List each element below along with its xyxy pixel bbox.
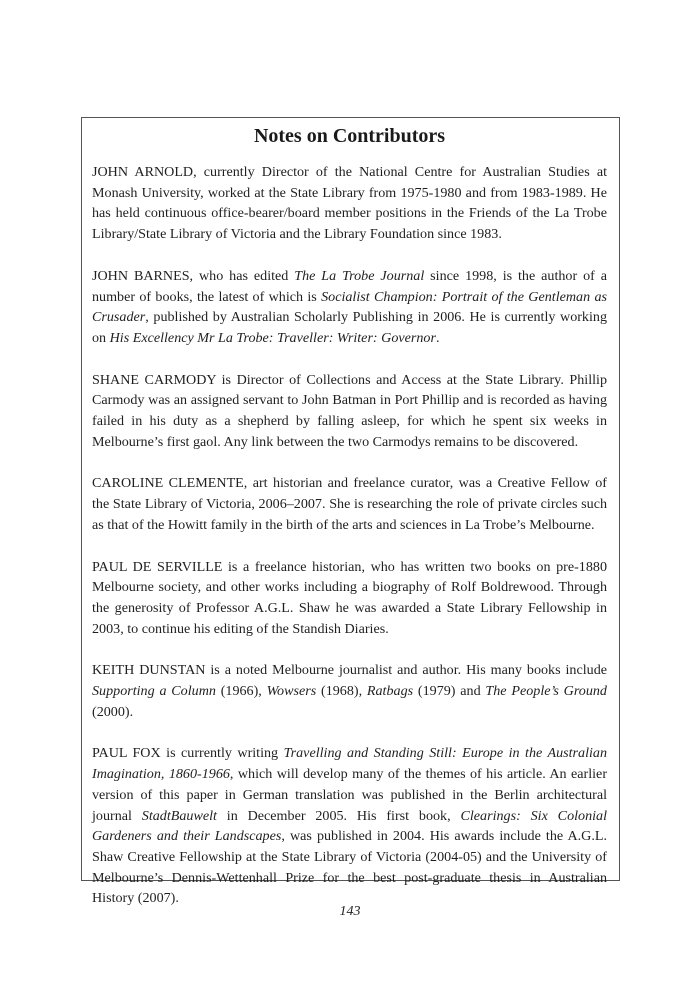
entry-text: KEITH DUNSTAN is a noted Melbourne journalist and author. His many books include (92, 662, 607, 679)
italic-title: The People’s Ground (485, 683, 607, 700)
contributor-entry (92, 266, 607, 349)
contributor-entry (92, 743, 607, 909)
italic-title: Clearings: Six Colonial Gardeners and their Landscapes (92, 807, 608, 845)
entry-text: , published by Australian Scholarly Publishing in 2006. He is currently working on (92, 309, 607, 346)
italic-title: His Excellency Mr La Trobe: Traveller: Writer: Governor (109, 329, 436, 346)
italic-title: Supporting a Column (92, 683, 216, 700)
entry-text: . (435, 329, 440, 346)
italic-title: Socialist Champion: Portrait of the Gentleman as Crusader (92, 288, 607, 326)
contributor-entry (92, 370, 607, 453)
contributor-entry (92, 162, 607, 245)
contributor-entry (92, 660, 607, 722)
page-number: 143 (339, 904, 361, 919)
entry-text: (1968), (316, 683, 367, 700)
contributor-entry (92, 473, 607, 535)
entry-text: , was published in 2004. His awards include the A.G.L. Shaw Creative Fellowship at the State Library of Victoria (2004-05) and the University of Melbourne’s Dennis-Wettenhall Prize for the best post-graduate thesis in Australian History (2007). (92, 828, 607, 907)
contributor-list (92, 162, 607, 909)
entry-text: (1979) and (413, 683, 486, 700)
entry-text: (1966), (215, 683, 267, 700)
entry-text: JOHN ARNOLD, currently Director of the National Centre for Australian Studies at Monash University, worked at the State Library from 1975-1980 and from 1983-1989. He has held continuous office-bearer/board member positions in the Friends of the La Trobe Library/State Library of Victoria and the Library Foundation since 1983. (92, 164, 607, 243)
entry-text: since 1998, is the author of a number of books, the latest of which is (92, 267, 608, 305)
entry-text: PAUL FOX is currently writing (92, 745, 284, 762)
entry-text: CAROLINE CLEMENTE, art historian and freelance curator, was a Creative Fellow of the State Library of Victoria, 2006–2007. She is researching the role of private circles such as that of the Howitt family in the birth of the arts and sciences in La Trobe’s Melbourne. (92, 475, 607, 533)
contributor-entry (92, 557, 607, 640)
entry-text: JOHN BARNES, who has edited (92, 267, 295, 284)
italic-title: StadtBauwelt (141, 807, 217, 824)
entry-text: (2000). (92, 703, 134, 720)
italic-title: Travelling and Standing Still: Europe in the Australian Imagination, 1860-1966 (92, 745, 607, 783)
entry-text: SHANE CARMODY is Director of Collections and Access at the State Library. Phillip Carmody was an assigned servant to John Batman in Port Phillip and is recorded as having failed in his duty as a shepherd by falling asleep, for which he spent six weeks in Melbourne’s first gaol. Any link between the two Carmodys remains to be discovered. (92, 371, 607, 450)
italic-title: Ratbags (366, 683, 414, 700)
italic-title: Wowsers (266, 683, 317, 700)
italic-title: The La Trobe Journal (294, 267, 425, 284)
contributors-box (81, 117, 620, 907)
entry-text: , which will develop many of the themes of his article. An earlier version of this paper in German translation was published in the Berlin architectural journal (92, 766, 608, 824)
page-title: Notes on Contributors (253, 125, 446, 147)
entry-text: in December 2005. His first book, (216, 807, 461, 824)
entry-text: PAUL DE SERVILLE is a freelance historian, who has written two books on pre-1880 Melbourne society, and other works including a biography of Rolf Boldrewood. Through the generosity of Professor A.G.L. Shaw he was awarded a State Library Fellowship in 2003, to continue his editing of the Standish Diaries. (92, 558, 607, 637)
